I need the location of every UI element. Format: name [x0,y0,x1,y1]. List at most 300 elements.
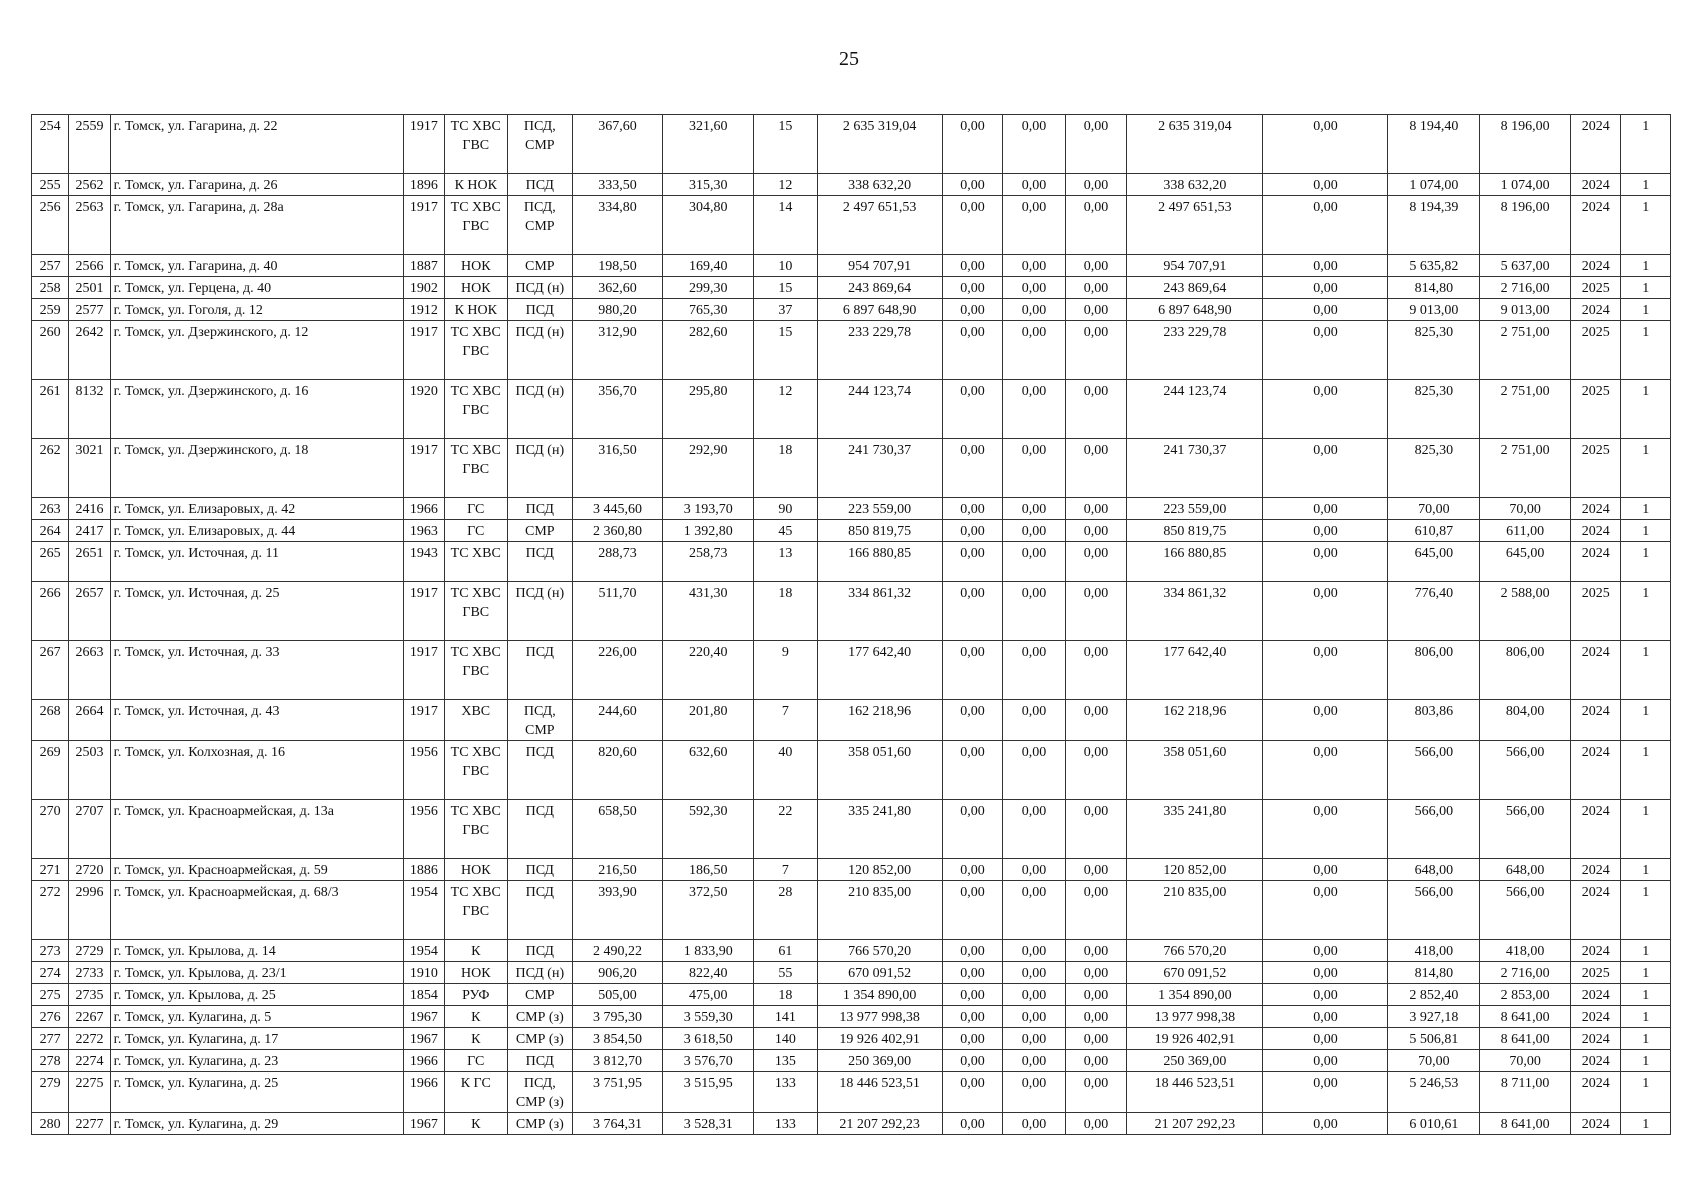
unit-cost-cell: 806,00 [1388,641,1480,700]
house-id-cell: 2501 [69,277,110,299]
house-address-cell: г. Томск, ул. Дзержинского, д. 18 [110,439,404,498]
build-year-cell: 1902 [404,277,444,299]
house-address-cell: г. Томск, ул. Красноармейская, д. 68/3 [110,881,404,940]
local-budget-cell: 0,00 [1065,1072,1127,1113]
local-budget-cell: 0,00 [1065,1028,1127,1050]
other-sources-cell: 0,00 [1263,984,1388,1006]
repair-systems-cell: ТС ХВС [444,542,508,582]
living-area-cell: 315,30 [663,174,754,196]
total-area-cell: 216,50 [572,859,663,881]
local-budget-cell: 0,00 [1065,520,1127,542]
residents-count-cell: 7 [754,859,818,881]
fund-amount-cell: 0,00 [942,700,1003,741]
unit-cost-cell: 610,87 [1388,520,1480,542]
total-cost-cell: 954 707,91 [817,255,942,277]
residents-count-cell: 14 [754,196,818,255]
regional-budget-cell: 0,00 [1003,196,1066,255]
fund-amount-cell: 0,00 [942,498,1003,520]
local-budget-cell: 0,00 [1065,859,1127,881]
local-budget-cell: 0,00 [1065,115,1127,174]
build-year-cell: 1920 [404,380,444,439]
program-type-cell: 1 [1621,299,1671,321]
living-area-cell: 295,80 [663,380,754,439]
house-id-cell: 2275 [69,1072,110,1113]
house-id-cell: 2642 [69,321,110,380]
limit-unit-cost-cell: 645,00 [1480,542,1571,582]
fund-amount-cell: 0,00 [942,1050,1003,1072]
total-area-cell: 511,70 [572,582,663,641]
house-address-cell: г. Томск, ул. Красноармейская, д. 13а [110,800,404,859]
table-row [32,741,1671,800]
owners-funds-cell: 250 369,00 [1127,1050,1263,1072]
house-address-cell: г. Томск, ул. Гагарина, д. 26 [110,174,404,196]
total-area-cell: 3 751,95 [572,1072,663,1113]
total-area-cell: 367,60 [572,115,663,174]
living-area-cell: 321,60 [663,115,754,174]
unit-cost-cell: 566,00 [1388,800,1480,859]
build-year-cell: 1912 [404,299,444,321]
local-budget-cell: 0,00 [1065,1006,1127,1028]
residents-count-cell: 15 [754,115,818,174]
other-sources-cell: 0,00 [1263,174,1388,196]
limit-unit-cost-cell: 1 074,00 [1480,174,1571,196]
build-year-cell: 1967 [404,1028,444,1050]
living-area-cell: 1 392,80 [663,520,754,542]
build-year-cell: 1854 [404,984,444,1006]
regional-budget-cell: 0,00 [1003,582,1066,641]
local-budget-cell: 0,00 [1065,299,1127,321]
other-sources-cell: 0,00 [1263,1072,1388,1113]
owners-funds-cell: 233 229,78 [1127,321,1263,380]
repair-systems-cell: К [444,1028,508,1050]
local-budget-cell: 0,00 [1065,881,1127,940]
program-type-cell: 1 [1621,1006,1671,1028]
total-cost-cell: 670 091,52 [817,962,942,984]
planned-year-cell: 2024 [1571,700,1621,741]
residents-count-cell: 55 [754,962,818,984]
regional-budget-cell: 0,00 [1003,1072,1066,1113]
living-area-cell: 186,50 [663,859,754,881]
local-budget-cell: 0,00 [1065,940,1127,962]
unit-cost-cell: 1 074,00 [1388,174,1480,196]
other-sources-cell: 0,00 [1263,439,1388,498]
limit-unit-cost-cell: 566,00 [1480,741,1571,800]
row-number-cell: 258 [32,277,69,299]
planned-year-cell: 2025 [1571,277,1621,299]
limit-unit-cost-cell: 2 588,00 [1480,582,1571,641]
repair-systems-cell: НОК [444,255,508,277]
work-types-cell: ПСД [508,940,573,962]
work-types-cell: ПСД [508,859,573,881]
other-sources-cell: 0,00 [1263,196,1388,255]
residents-count-cell: 28 [754,881,818,940]
total-cost-cell: 358 051,60 [817,741,942,800]
total-area-cell: 312,90 [572,321,663,380]
limit-unit-cost-cell: 2 853,00 [1480,984,1571,1006]
work-types-cell: СМР [508,520,573,542]
fund-amount-cell: 0,00 [942,380,1003,439]
living-area-cell: 258,73 [663,542,754,582]
row-number-cell: 254 [32,115,69,174]
repair-systems-cell: К [444,940,508,962]
program-type-cell: 1 [1621,1028,1671,1050]
residents-count-cell: 10 [754,255,818,277]
residents-count-cell: 141 [754,1006,818,1028]
table-row [32,196,1671,255]
unit-cost-cell: 566,00 [1388,741,1480,800]
planned-year-cell: 2024 [1571,299,1621,321]
table-row [32,115,1671,174]
unit-cost-cell: 9 013,00 [1388,299,1480,321]
other-sources-cell: 0,00 [1263,520,1388,542]
living-area-cell: 282,60 [663,321,754,380]
table-body [32,115,1671,1135]
planned-year-cell: 2024 [1571,940,1621,962]
repair-systems-cell: ТС ХВС ГВС [444,439,508,498]
program-type-cell: 1 [1621,962,1671,984]
work-types-cell: СМР (з) [508,1006,573,1028]
house-address-cell: г. Томск, ул. Дзержинского, д. 16 [110,380,404,439]
living-area-cell: 3 576,70 [663,1050,754,1072]
living-area-cell: 3 515,95 [663,1072,754,1113]
house-address-cell: г. Томск, ул. Гагарина, д. 22 [110,115,404,174]
row-number-cell: 261 [32,380,69,439]
owners-funds-cell: 338 632,20 [1127,174,1263,196]
fund-amount-cell: 0,00 [942,1006,1003,1028]
owners-funds-cell: 120 852,00 [1127,859,1263,881]
build-year-cell: 1917 [404,582,444,641]
living-area-cell: 3 193,70 [663,498,754,520]
regional-budget-cell: 0,00 [1003,1113,1066,1135]
house-address-cell: г. Томск, ул. Дзержинского, д. 12 [110,321,404,380]
work-types-cell: ПСД [508,641,573,700]
planned-year-cell: 2024 [1571,800,1621,859]
limit-unit-cost-cell: 566,00 [1480,881,1571,940]
program-type-cell: 1 [1621,1113,1671,1135]
row-number-cell: 273 [32,940,69,962]
house-address-cell: г. Томск, ул. Крылова, д. 25 [110,984,404,1006]
other-sources-cell: 0,00 [1263,741,1388,800]
program-type-cell: 1 [1621,380,1671,439]
house-id-cell: 2272 [69,1028,110,1050]
program-type-cell: 1 [1621,1072,1671,1113]
living-area-cell: 431,30 [663,582,754,641]
row-number-cell: 256 [32,196,69,255]
row-number-cell: 266 [32,582,69,641]
total-cost-cell: 250 369,00 [817,1050,942,1072]
local-budget-cell: 0,00 [1065,741,1127,800]
residents-count-cell: 18 [754,984,818,1006]
build-year-cell: 1967 [404,1006,444,1028]
program-type-cell: 1 [1621,439,1671,498]
work-types-cell: СМР [508,984,573,1006]
row-number-cell: 279 [32,1072,69,1113]
fund-amount-cell: 0,00 [942,520,1003,542]
total-area-cell: 3 445,60 [572,498,663,520]
work-types-cell: СМР [508,255,573,277]
work-types-cell: ПСД [508,299,573,321]
total-area-cell: 2 360,80 [572,520,663,542]
residents-count-cell: 61 [754,940,818,962]
table-row [32,1028,1671,1050]
house-id-cell: 2651 [69,542,110,582]
build-year-cell: 1887 [404,255,444,277]
owners-funds-cell: 850 819,75 [1127,520,1263,542]
build-year-cell: 1917 [404,321,444,380]
row-number-cell: 259 [32,299,69,321]
build-year-cell: 1966 [404,1072,444,1113]
limit-unit-cost-cell: 2 751,00 [1480,439,1571,498]
residents-count-cell: 135 [754,1050,818,1072]
local-budget-cell: 0,00 [1065,380,1127,439]
residents-count-cell: 18 [754,439,818,498]
total-area-cell: 393,90 [572,881,663,940]
house-id-cell: 2416 [69,498,110,520]
planned-year-cell: 2024 [1571,255,1621,277]
owners-funds-cell: 2 497 651,53 [1127,196,1263,255]
table-row [32,174,1671,196]
total-area-cell: 505,00 [572,984,663,1006]
limit-unit-cost-cell: 2 751,00 [1480,380,1571,439]
living-area-cell: 1 833,90 [663,940,754,962]
house-id-cell: 2559 [69,115,110,174]
other-sources-cell: 0,00 [1263,1006,1388,1028]
fund-amount-cell: 0,00 [942,299,1003,321]
program-type-cell: 1 [1621,741,1671,800]
repair-systems-cell: ТС ХВС ГВС [444,641,508,700]
total-area-cell: 3 812,70 [572,1050,663,1072]
work-types-cell: ПСД, СМР [508,115,573,174]
house-address-cell: г. Томск, ул. Кулагина, д. 5 [110,1006,404,1028]
owners-funds-cell: 241 730,37 [1127,439,1263,498]
living-area-cell: 299,30 [663,277,754,299]
program-type-cell: 1 [1621,255,1671,277]
regional-budget-cell: 0,00 [1003,741,1066,800]
work-types-cell: ПСД (н) [508,380,573,439]
house-address-cell: г. Томск, ул. Красноармейская, д. 59 [110,859,404,881]
residents-count-cell: 90 [754,498,818,520]
house-id-cell: 2563 [69,196,110,255]
owners-funds-cell: 244 123,74 [1127,380,1263,439]
build-year-cell: 1917 [404,115,444,174]
work-types-cell: ПСД (н) [508,277,573,299]
fund-amount-cell: 0,00 [942,174,1003,196]
total-cost-cell: 166 880,85 [817,542,942,582]
house-address-cell: г. Томск, ул. Источная, д. 33 [110,641,404,700]
other-sources-cell: 0,00 [1263,800,1388,859]
planned-year-cell: 2024 [1571,542,1621,582]
row-number-cell: 274 [32,962,69,984]
house-id-cell: 2562 [69,174,110,196]
repair-systems-cell: НОК [444,962,508,984]
living-area-cell: 3 528,31 [663,1113,754,1135]
living-area-cell: 592,30 [663,800,754,859]
planned-year-cell: 2024 [1571,1028,1621,1050]
total-cost-cell: 338 632,20 [817,174,942,196]
work-types-cell: ПСД [508,542,573,582]
build-year-cell: 1917 [404,641,444,700]
total-area-cell: 3 764,31 [572,1113,663,1135]
house-address-cell: г. Томск, ул. Герцена, д. 40 [110,277,404,299]
other-sources-cell: 0,00 [1263,380,1388,439]
build-year-cell: 1956 [404,800,444,859]
other-sources-cell: 0,00 [1263,700,1388,741]
total-cost-cell: 120 852,00 [817,859,942,881]
repair-systems-cell: ХВС [444,700,508,741]
table-row [32,1050,1671,1072]
repair-systems-cell: ТС ХВС ГВС [444,800,508,859]
row-number-cell: 262 [32,439,69,498]
residents-count-cell: 12 [754,380,818,439]
table-row [32,881,1671,940]
regional-budget-cell: 0,00 [1003,174,1066,196]
fund-amount-cell: 0,00 [942,984,1003,1006]
living-area-cell: 220,40 [663,641,754,700]
row-number-cell: 267 [32,641,69,700]
total-area-cell: 980,20 [572,299,663,321]
repair-systems-cell: К [444,1006,508,1028]
repair-systems-cell: К ГС [444,1072,508,1113]
unit-cost-cell: 5 635,82 [1388,255,1480,277]
fund-amount-cell: 0,00 [942,881,1003,940]
table-row [32,498,1671,520]
total-cost-cell: 243 869,64 [817,277,942,299]
house-id-cell: 8132 [69,380,110,439]
table-row [32,1113,1671,1135]
regional-budget-cell: 0,00 [1003,255,1066,277]
limit-unit-cost-cell: 5 637,00 [1480,255,1571,277]
limit-unit-cost-cell: 8 641,00 [1480,1113,1571,1135]
limit-unit-cost-cell: 70,00 [1480,1050,1571,1072]
owners-funds-cell: 1 354 890,00 [1127,984,1263,1006]
work-types-cell: ПСД, СМР [508,700,573,741]
table-row [32,439,1671,498]
other-sources-cell: 0,00 [1263,582,1388,641]
owners-funds-cell: 166 880,85 [1127,542,1263,582]
fund-amount-cell: 0,00 [942,542,1003,582]
total-cost-cell: 2 635 319,04 [817,115,942,174]
other-sources-cell: 0,00 [1263,1050,1388,1072]
residents-count-cell: 15 [754,277,818,299]
residents-count-cell: 140 [754,1028,818,1050]
living-area-cell: 3 559,30 [663,1006,754,1028]
living-area-cell: 822,40 [663,962,754,984]
living-area-cell: 475,00 [663,984,754,1006]
unit-cost-cell: 776,40 [1388,582,1480,641]
build-year-cell: 1963 [404,520,444,542]
total-cost-cell: 2 497 651,53 [817,196,942,255]
program-type-cell: 1 [1621,196,1671,255]
planned-year-cell: 2024 [1571,859,1621,881]
regional-budget-cell: 0,00 [1003,542,1066,582]
owners-funds-cell: 21 207 292,23 [1127,1113,1263,1135]
repair-systems-cell: ТС ХВС ГВС [444,196,508,255]
residents-count-cell: 45 [754,520,818,542]
local-budget-cell: 0,00 [1065,174,1127,196]
repair-systems-cell: К НОК [444,299,508,321]
program-type-cell: 1 [1621,940,1671,962]
house-address-cell: г. Томск, ул. Гагарина, д. 40 [110,255,404,277]
row-number-cell: 272 [32,881,69,940]
program-type-cell: 1 [1621,520,1671,542]
other-sources-cell: 0,00 [1263,255,1388,277]
regional-budget-cell: 0,00 [1003,641,1066,700]
regional-budget-cell: 0,00 [1003,380,1066,439]
planned-year-cell: 2024 [1571,881,1621,940]
total-cost-cell: 335 241,80 [817,800,942,859]
total-area-cell: 362,60 [572,277,663,299]
table-row [32,380,1671,439]
local-budget-cell: 0,00 [1065,582,1127,641]
residents-count-cell: 22 [754,800,818,859]
fund-amount-cell: 0,00 [942,277,1003,299]
local-budget-cell: 0,00 [1065,196,1127,255]
work-types-cell: ПСД [508,498,573,520]
local-budget-cell: 0,00 [1065,1050,1127,1072]
work-types-cell: СМР (з) [508,1113,573,1135]
work-types-cell: СМР (з) [508,1028,573,1050]
local-budget-cell: 0,00 [1065,277,1127,299]
table-row [32,299,1671,321]
owners-funds-cell: 18 446 523,51 [1127,1072,1263,1113]
residents-count-cell: 133 [754,1113,818,1135]
regional-budget-cell: 0,00 [1003,859,1066,881]
house-address-cell: г. Томск, ул. Кулагина, д. 25 [110,1072,404,1113]
planned-year-cell: 2025 [1571,380,1621,439]
repair-systems-cell: ТС ХВС ГВС [444,741,508,800]
table-row [32,520,1671,542]
limit-unit-cost-cell: 611,00 [1480,520,1571,542]
owners-funds-cell: 13 977 998,38 [1127,1006,1263,1028]
work-types-cell: ПСД [508,1050,573,1072]
fund-amount-cell: 0,00 [942,800,1003,859]
fund-amount-cell: 0,00 [942,940,1003,962]
house-address-cell: г. Томск, ул. Кулагина, д. 29 [110,1113,404,1135]
regional-budget-cell: 0,00 [1003,1050,1066,1072]
planned-year-cell: 2024 [1571,741,1621,800]
limit-unit-cost-cell: 8 196,00 [1480,196,1571,255]
unit-cost-cell: 5 246,53 [1388,1072,1480,1113]
living-area-cell: 632,60 [663,741,754,800]
regional-budget-cell: 0,00 [1003,498,1066,520]
planned-year-cell: 2025 [1571,439,1621,498]
house-id-cell: 2417 [69,520,110,542]
other-sources-cell: 0,00 [1263,940,1388,962]
total-area-cell: 333,50 [572,174,663,196]
table-row [32,984,1671,1006]
total-cost-cell: 850 819,75 [817,520,942,542]
house-address-cell: г. Томск, ул. Гоголя, д. 12 [110,299,404,321]
owners-funds-cell: 223 559,00 [1127,498,1263,520]
total-area-cell: 316,50 [572,439,663,498]
total-cost-cell: 19 926 402,91 [817,1028,942,1050]
build-year-cell: 1910 [404,962,444,984]
row-number-cell: 268 [32,700,69,741]
planned-year-cell: 2025 [1571,962,1621,984]
program-type-cell: 1 [1621,321,1671,380]
regional-budget-cell: 0,00 [1003,277,1066,299]
program-type-cell: 1 [1621,582,1671,641]
house-address-cell: г. Томск, ул. Крылова, д. 23/1 [110,962,404,984]
row-number-cell: 257 [32,255,69,277]
total-cost-cell: 177 642,40 [817,641,942,700]
total-area-cell: 906,20 [572,962,663,984]
local-budget-cell: 0,00 [1065,700,1127,741]
owners-funds-cell: 670 091,52 [1127,962,1263,984]
local-budget-cell: 0,00 [1065,498,1127,520]
unit-cost-cell: 803,86 [1388,700,1480,741]
other-sources-cell: 0,00 [1263,641,1388,700]
